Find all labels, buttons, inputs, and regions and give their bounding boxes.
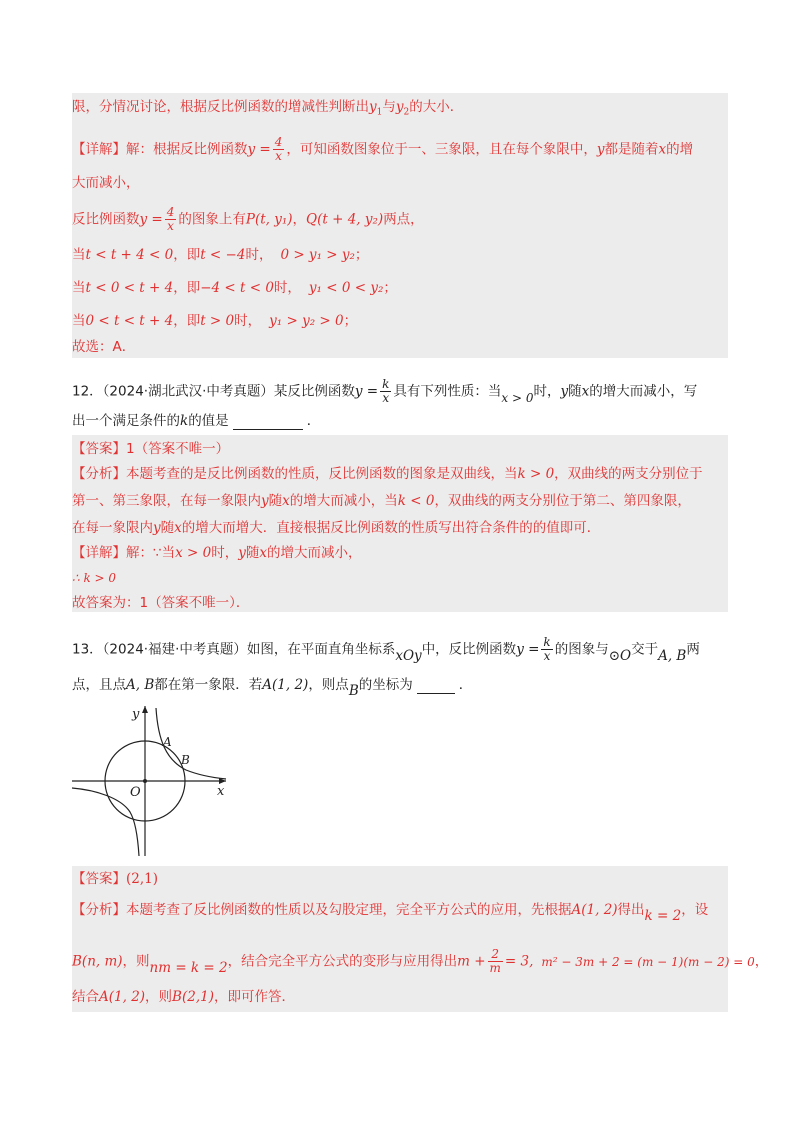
- line-detail-1: 【详解】解：根据反比例函数y = $\frac{4}{x}$ ，可知函数图象位于一、三象限，且在每个象限中，y都是随着x的增: [72, 135, 694, 163]
- y-axis-arrow: [142, 706, 148, 713]
- line-detail-12-1: 【详解】解：∵当x > 0时，y随x的增大而减小，: [72, 545, 362, 561]
- fraction-k-over-x: $\frac{k}{x}$: [382, 377, 390, 405]
- question-12-line-2: 出一个满足条件的k的值是 ．: [72, 413, 321, 429]
- line-analysis-13-3: 结合A(1, 2)，则B(2,1)，即可作答．: [72, 989, 295, 1005]
- line-case-2: 当t < 0 < t + 4，即−4 < t < 0时， y₁ < 0 < y₂；: [72, 280, 397, 296]
- question-13-line-2: 点，且点A, B都在第一象限．若A(1, 2)，则点B的坐标为 ．: [72, 677, 473, 699]
- line-detail-2: 大而减小，: [72, 175, 140, 191]
- fraction-k-over-x-13: $\frac{k}{x}$: [543, 635, 551, 663]
- fraction-4-over-x-2: $\frac{4}{x}$: [166, 205, 175, 233]
- answer-blank-13[interactable]: [417, 677, 455, 694]
- line-analysis-12-1: 【分析】本题考查的是反比例函数的性质，反比例函数的图象是双曲线，当k > 0，双曲线的两支分别位于: [72, 466, 703, 482]
- line-analysis-13-1: 【分析】本题考查了反比例函数的性质以及勾股定理，完全平方公式的应用，先根据A(1, 2)得出k = 2，设: [72, 902, 709, 924]
- line-case-1: 当t < t + 4 < 0，即t < −4时， 0 > y₁ > y₂；: [72, 247, 369, 263]
- line-detail-12-2: ∴ k > 0: [72, 571, 117, 585]
- line-analysis-12-3: 在每一象限内y随x的增大而增大．直接根据反比例函数的性质写出符合条件的的值即可．: [72, 520, 601, 536]
- point-q: Q(t + 4, y₂): [306, 211, 384, 228]
- fraction-4-over-x: $\frac{4}{x}$: [274, 135, 283, 163]
- line-answer-12: 【答案】1（答案不唯一）: [72, 441, 230, 457]
- fraction-2-over-m: $\frac{2}{m}$: [489, 947, 501, 975]
- label-a: A: [163, 735, 172, 749]
- label-b: B: [181, 753, 190, 767]
- line-analysis-12-2: 第一、第三象限，在每一象限内y随x的增大而减小，当k < 0，双曲线的两支分别位于第二、第四象限，: [72, 493, 691, 509]
- line-detail-3: 反比例函数y = $\frac{4}{x}$ 的图象上有P(t, y₁)，Q(t + 4, y₂)两点，: [72, 205, 424, 233]
- line-choice: 故选：A．: [72, 339, 136, 355]
- label-y: y: [132, 707, 140, 722]
- line-case-3: 当0 < t < t + 4，即t > 0时， y₁ > y₂ > 0；: [72, 313, 358, 329]
- question-12-line-1: 12．（2024·湖北武汉·中考真题）某反比例函数y = $\frac{k}{x}$ 具有下列性质：当x > 0时，y随x的增大而减小，写: [72, 377, 698, 405]
- origin-point: [143, 779, 147, 783]
- label-o: O: [130, 785, 141, 800]
- coordinate-figure: [66, 700, 236, 860]
- hyperbola-branch-q3: [72, 788, 139, 856]
- answer-blank[interactable]: [233, 413, 303, 430]
- line-answer-13: 【答案】(2,1): [72, 871, 159, 887]
- line-analysis-tail: 限，分情况讨论，根据反比例函数的增减性判断出$y_1$与$y_2$的大小．: [72, 99, 464, 118]
- point-p: P(t, y₁): [245, 211, 293, 228]
- label-x: x: [217, 784, 225, 799]
- question-13-line-1: 13．（2024·福建·中考真题）如图，在平面直角坐标系xOy中，反比例函数y = $\frac{k}{x}$ 的图象与⊙O交于A, B两: [72, 635, 700, 664]
- line-analysis-13-2: B(n, m)，则nm = k = 2，结合完全平方公式的变形与应用得出m + $\frac{2}{m}$ = 3, m² − 3m + 2 = (m − 1)(m − 2) = 0，: [72, 947, 769, 976]
- line-final-12: 故答案为：1（答案不唯一）．: [72, 595, 250, 611]
- detail-tag: 【详解】: [72, 141, 126, 158]
